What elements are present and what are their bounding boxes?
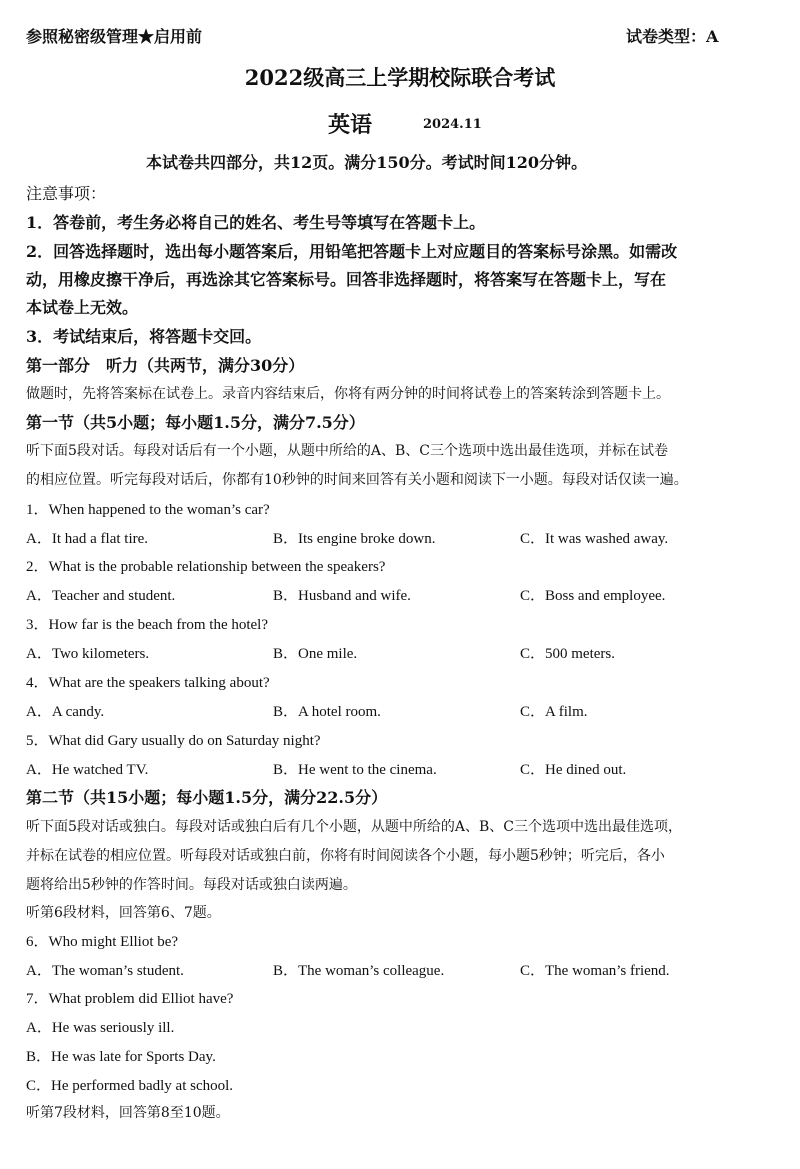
question-7: 7．What problem did Elliot have? — [26, 991, 234, 1007]
notes-heading: 注意事项： — [26, 184, 107, 203]
paper-type-label: 试卷类型：A — [626, 27, 719, 46]
question-5: 5．What did Gary usually do on Saturday night? — [26, 733, 321, 749]
q3-option-b: B．One mile. — [273, 646, 358, 662]
section2-instruction-line-2: 并标在试卷的相应位置。听每段对话或独白前，你将有时间阅读各个小题，每小题5秒钟；听完后，各小 — [26, 848, 665, 864]
note-1: 1．答卷前，考生务必将自己的姓名、考生号等填写在答题卡上。 — [26, 213, 486, 232]
exam-title: 2022级高三上学期校际联合考试 — [244, 65, 556, 90]
q7-option-b: B．He was late for Sports Day. — [26, 1049, 216, 1065]
q7-option-c: C．He performed badly at school. — [26, 1078, 234, 1094]
material-6-note: 听第6段材料，回答第6、7题。 — [26, 905, 221, 921]
question-1: 1．When happened to the woman’s car? — [26, 502, 270, 518]
subject-title: 英语 — [328, 112, 373, 138]
q4-option-a: A．A candy. — [26, 704, 105, 720]
q6-option-b: B．The woman’s colleague. — [273, 963, 445, 979]
q6-option-a: A．The woman’s student. — [26, 963, 184, 979]
q2-option-c: C．Boss and employee. — [520, 588, 666, 604]
section2-instruction-line-1: 听下面5段对话或独白。每段对话或独白后有几个小题，从题中所给的A、B、C三个选项中选出最佳选项， — [26, 819, 683, 835]
question-2: 2．What is the probable relationship between the speakers? — [26, 559, 386, 575]
q3-option-a: A．Two kilometers. — [26, 646, 150, 662]
section1-instruction-line-2: 的相应位置。听完每段对话后，你都有10秒钟的时间来回答有关小题和阅读下一小题。每段对话仅读一遍。 — [26, 472, 688, 488]
note-3: 3．考试结束后，将答题卡交回。 — [26, 327, 262, 346]
q5-option-b: B．He went to the cinema. — [273, 762, 437, 778]
section2-title: 第二节（共15小题；每小题1.5分，满分22.5分） — [26, 788, 388, 807]
question-4-options — [0, 700, 800, 722]
question-5-options — [0, 758, 800, 780]
note-2-line-1: 2．回答选择题时，选出每小题答案后，用铅笔把答题卡上对应题目的答案标号涂黑。如需改 — [26, 242, 678, 261]
q7-option-a: A．He was seriously ill. — [26, 1020, 175, 1036]
q1-option-a: A．It had a flat tire. — [26, 531, 149, 547]
section1-title: 第一节（共5小题；每小题1.5分，满分7.5分） — [26, 413, 365, 432]
q4-option-b: B．A hotel room. — [273, 704, 381, 720]
confidentiality-label: 参照秘密级管理★启用前 — [26, 27, 203, 46]
q2-option-b: B．Husband and wife. — [273, 588, 411, 604]
material-7-note: 听第7段材料，回答第8至10题。 — [26, 1105, 230, 1121]
q2-option-a: A．Teacher and student. — [26, 588, 176, 604]
q5-option-a: A．He watched TV. — [26, 762, 149, 778]
q1-option-b: B．Its engine broke down. — [273, 531, 436, 547]
exam-info: 本试卷共四部分，共12页。满分150分。考试时间120分钟。 — [146, 153, 588, 172]
q6-option-c: C．The woman’s friend. — [520, 963, 670, 979]
question-3-options — [0, 642, 800, 664]
question-1-options — [0, 527, 800, 549]
note-2-line-2: 动，用橡皮擦干净后，再选涂其它答案标号。回答非选择题时，将答案写在答题卡上，写在 — [26, 270, 667, 289]
question-4: 4．What are the speakers talking about? — [26, 675, 270, 691]
part1-title: 第一部分 听力（共两节，满分30分） — [26, 356, 305, 375]
question-6-options — [0, 959, 800, 981]
section2-instruction-line-3: 题将给出5秒钟的作答时间。每段对话或独白读两遍。 — [26, 877, 357, 893]
q4-option-c: C．A film. — [520, 704, 588, 720]
section1-instruction-line-1: 听下面5段对话。每段对话后有一个小题，从题中所给的A、B、C三个选项中选出最佳选项，并标在试卷 — [26, 443, 669, 459]
part1-instruction: 做题时，先将答案标在试卷上。录音内容结束后，你将有两分钟的时间将试卷上的答案转涂到答题卡上。 — [26, 386, 670, 402]
q3-option-c: C．500 meters. — [520, 646, 615, 662]
question-2-options — [0, 584, 800, 606]
note-2-line-3: 本试卷上无效。 — [26, 298, 139, 317]
question-3: 3．How far is the beach from the hotel? — [26, 617, 268, 633]
question-6: 6．Who might Elliot be? — [26, 934, 179, 950]
exam-date: 2024.11 — [423, 117, 482, 132]
q5-option-c: C．He dined out. — [520, 762, 627, 778]
q1-option-c: C．It was washed away. — [520, 531, 669, 547]
